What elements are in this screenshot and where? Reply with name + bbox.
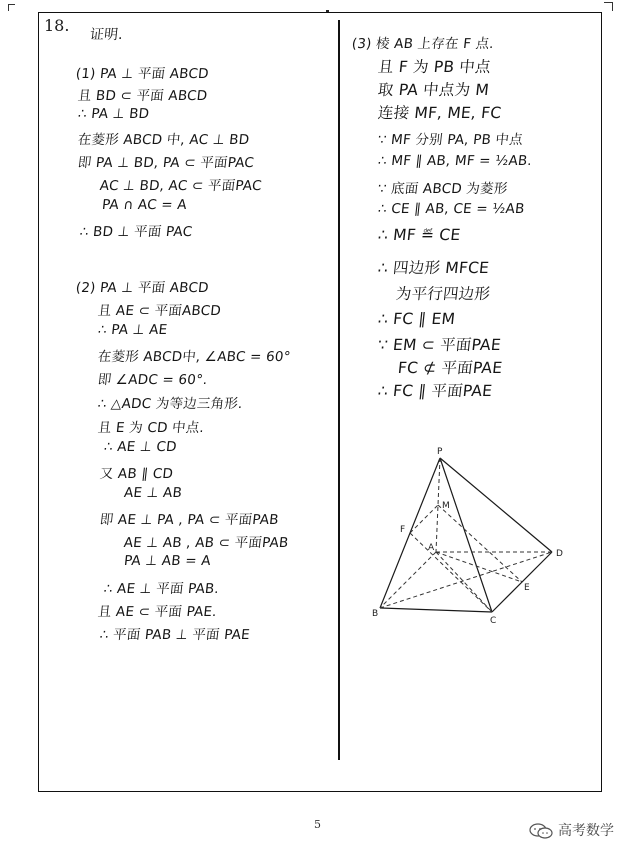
page-number: 5 (314, 818, 321, 831)
part1-line: PA ∩ AC = A (101, 197, 188, 213)
part3-line: ∴ MF ∥ AB, MF = ½AB. (377, 153, 533, 169)
part3-line: ∴ FC ∥ EM (377, 310, 457, 328)
part2-line: 且 AE ⊂ 平面 PAE. (96, 604, 218, 620)
part3-line: FC ⊄ 平面PAE (396, 359, 504, 377)
part2-line: 在菱形 ABCD中, ∠ABC = 60° (96, 349, 292, 365)
part1-line: 在菱形 ABCD 中, AC ⊥ BD (76, 132, 251, 148)
part3-line: ∵ EM ⊂ 平面PAE (376, 336, 502, 354)
part2-line: ∴ PA ⊥ AE (97, 322, 169, 338)
part2-line: (2) PA ⊥ 平面 ABCD (74, 280, 210, 296)
proof-heading: 证明. (89, 27, 124, 43)
label-M: M (442, 501, 450, 511)
part1-line: 即 PA ⊥ BD, PA ⊂ 平面PAC (76, 155, 255, 171)
corner-mark-top-right (604, 2, 613, 11)
corner-mark-top-left (8, 4, 15, 11)
part3-line: 取 PA 中点为 M (376, 81, 490, 99)
part2-line: 且 E 为 CD 中点. (96, 420, 205, 436)
part3-line: 为平行四边形 (394, 285, 492, 303)
part2-line: 即 ∠ADC = 60°. (96, 372, 209, 388)
part3-line: ∴ CE ∥ AB, CE = ½AB (377, 201, 526, 217)
part2-line: AE ⊥ AB (123, 485, 183, 501)
part3-line: (3) 棱 AB 上存在 F 点. (350, 36, 495, 52)
wechat-icon (528, 822, 554, 840)
part2-line: 即 AE ⊥ PA , PA ⊂ 平面PAB (98, 512, 280, 528)
label-B: B (372, 609, 379, 619)
label-D: D (556, 549, 563, 559)
part2-line: ∴ 平面 PAB ⊥ 平面 PAE (98, 627, 251, 643)
part1-line: 且 BD ⊂ 平面 ABCD (76, 88, 209, 104)
part3-line: 且 F 为 PB 中点 (376, 58, 492, 76)
part1-line: AC ⊥ BD, AC ⊂ 平面PAC (98, 178, 263, 194)
part2-line: ∴ AE ⊥ 平面 PAB. (102, 581, 220, 597)
part3-line: ∵ 底面 ABCD 为菱形 (376, 181, 509, 197)
label-E: E (524, 583, 530, 593)
part2-line: AE ⊥ AB , AB ⊂ 平面PAB (122, 535, 290, 551)
part2-line: ∴ △ADC 为等边三角形. (96, 396, 244, 412)
column-divider (338, 20, 340, 760)
part3-line: ∴ FC ∥ 平面PAE (376, 382, 494, 400)
part2-line: ∴ AE ⊥ CD (103, 439, 178, 455)
label-F: F (400, 525, 406, 535)
part2-line: PA ⊥ AB = A (123, 553, 212, 569)
pyramid-figure (360, 440, 580, 630)
part2-line: 且 AE ⊂ 平面ABCD (96, 303, 222, 319)
part3-line: ∵ MF 分别 PA, PB 中点 (376, 132, 524, 148)
part1-line: ∴ PA ⊥ BD (77, 106, 151, 122)
part1-line: ∴ BD ⊥ 平面 PAC (78, 224, 194, 240)
label-A: A (428, 543, 435, 553)
part3-line: ∴ 四边形 MFCE (376, 259, 490, 277)
part3-line: ∴ MF ≝ CE (377, 226, 462, 244)
question-number: 18. (44, 16, 70, 35)
label-P: P (437, 447, 443, 457)
watermark-text: 高考数学 (558, 823, 614, 839)
part1-line: (1) PA ⊥ 平面 ABCD (74, 66, 210, 82)
part2-line: 又 AB ∥ CD (98, 466, 174, 482)
label-C: C (490, 616, 497, 626)
part3-line: 连接 MF, ME, FC (376, 104, 503, 122)
